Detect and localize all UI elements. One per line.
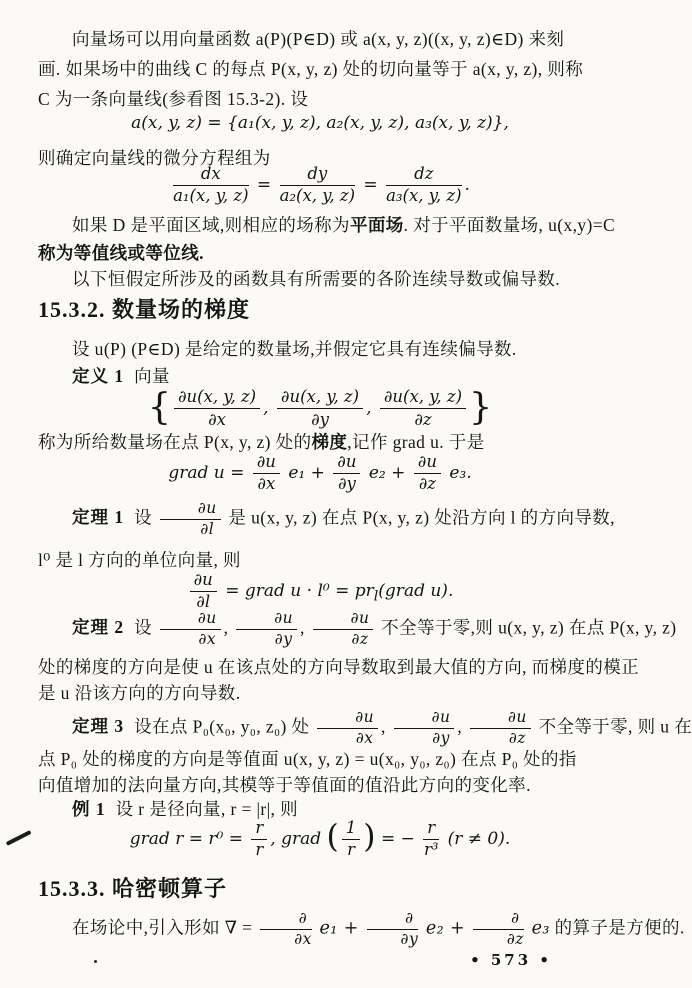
text-segment: 设 [134,507,153,528]
fraction-numerator: r [251,819,267,840]
fraction-denominator: ∂x [257,474,276,494]
equation-rhs: = grad u · l⁰ = pr [225,580,374,601]
fraction-denominator: a₁(x, y, z) [173,186,249,206]
fraction-denominator: ∂x [355,729,374,748]
equation-mid: , grad [270,828,322,849]
text-segment: 是 u(x, y, z) 在点 P(x, y, z) 处沿方向 l 的方向导数, [228,507,615,528]
page-number: • 573 • [470,951,552,969]
fraction-denominator: ∂y [400,930,419,949]
fraction [394,709,455,748]
example-1-line [38,797,618,821]
definition-label: 定义 1 [72,366,125,386]
fraction [260,910,312,949]
left-brace: { [147,385,171,428]
fraction-denominator: ∂y [432,729,450,748]
equals-minus: = − [380,828,415,849]
fraction [367,910,419,949]
basis-vector-term: e₃ [531,918,550,939]
subscript-l: l [373,588,379,605]
fraction-numerator: ∂u [160,500,221,520]
fraction-numerator: ∂u(x, y, z) [174,388,260,409]
theorem-3-line [38,708,692,748]
equation-lhs: grad u = [168,462,245,483]
fraction-numerator: ∂u [394,709,455,729]
theorem-1-line: l⁰ 是 l 方向的单位向量, 则 [38,550,241,570]
theorem-label: 定理 3 [72,716,125,737]
text-segment: . 对于平面数量场, u(x,y)=C [403,215,616,235]
text-segment: 如果 D 是平面区域,则相应的场称为 [72,215,350,235]
theorem-3-line: 点 P₀ 处的梯度的方向是等值面 u(x, y, z) = u(x₀, y₀, z₀) 在点 P₀ 处的指 [38,749,577,769]
comma: , [300,617,305,638]
paragraph-line [38,213,618,237]
fraction-denominator: ∂y [337,474,356,494]
basis-vector-term: e₃. [449,462,472,483]
fraction-numerator: ∂u [313,610,374,630]
fraction [470,709,531,748]
equation-rhs: (grad u). [378,580,454,601]
example-label: 例 1 [72,799,106,819]
fraction-denominator: ∂y [274,630,293,649]
paragraph-line: 向量场可以用向量函数 a(P)(P∈D) 或 a(x, y, z)((x, y, z)∈D) 来刻 [72,29,565,49]
fraction-numerator: ∂u [414,453,441,474]
fraction [473,910,524,949]
fraction [317,709,378,748]
fraction-numerator: 1 [342,819,361,840]
basis-vector-term: e₁ + [288,462,325,483]
paragraph-line: 则确定向量线的微分方程组为 [38,148,271,168]
comma: , [457,716,463,737]
fraction-numerator: ∂u [190,571,217,592]
fraction-numerator: dy [280,165,355,186]
fraction-denominator: ∂x [198,630,216,649]
fraction-numerator: dx [173,165,248,186]
fraction-numerator: ∂ [260,910,312,930]
bold-term-plane-field: 平面场 [349,215,404,235]
fraction [414,453,441,494]
condition-text: (r ≠ 0). [447,828,511,849]
text-segment: 不全等于零, 则 u 在 [538,716,692,737]
text-segment: 设在点 P₀(x₀, y₀, z₀) 处 [134,716,310,737]
text-segment: ,记作 grad u. 于是 [347,432,485,452]
theorem-2-line [38,609,677,649]
fraction-numerator: dz [386,165,461,186]
comma: , [263,398,269,418]
scan-noise-dot [94,960,97,963]
left-paren: ( [326,819,339,856]
equation-period: . [464,174,470,195]
paragraph-line [38,430,618,454]
fraction-denominator: ∂x [208,409,226,429]
section-heading-hamilton: 15.3.3. 哈密顿算子 [38,876,228,901]
section-heading-gradient: 15.3.2. 数量场的梯度 [38,297,251,322]
fraction-numerator: ∂u(x, y, z) [380,388,466,409]
fraction [342,819,361,860]
fraction-numerator: ∂u [160,610,221,630]
fraction [173,165,248,206]
fraction-numerator: ∂ [473,910,524,930]
fraction-denominator: r³ [423,840,439,860]
fraction-denominator: ∂z [506,930,524,949]
fraction-numerator: ∂u [333,453,360,474]
fraction [423,819,439,860]
fraction-denominator: ∂y [311,409,329,429]
basis-vector-term: e₁ + [319,918,359,939]
fraction [160,610,221,649]
equation-gradient-components [0,387,640,430]
fraction [160,500,221,539]
right-brace: } [469,385,493,428]
theorem-2-line: 处的梯度的方向是使 u 在该点处的方向导数取到最大值的方向, 而梯度的模正 [38,657,640,677]
fraction-denominator: a₂(x, y, z) [279,186,356,206]
fraction-numerator: ∂ [367,910,419,930]
basis-vector-term: e₂ + [425,918,466,939]
fraction-numerator: ∂u [317,709,378,729]
comma: , [223,617,229,638]
fraction-numerator: ∂u [470,709,531,729]
fraction [280,165,355,206]
paragraph-line: 画. 如果场中的曲线 C 的每点 P(x, y, z) 处的切向量等于 a(x, y, z), 则称 [38,59,584,79]
fraction-denominator: ∂z [414,409,432,429]
fraction [253,453,280,494]
text-segment: 设 r 是径向量, r = |r|, 则 [115,799,298,819]
fraction [380,388,466,429]
fraction [174,388,260,429]
basis-vector-term: e₂ + [368,462,406,483]
fraction-numerator: ∂u(x, y, z) [277,388,363,409]
equals-sign: = [363,174,378,195]
paragraph-line: C 为一条向量线(参看图 15.3-2). 设 [38,89,309,109]
equals-sign: = [256,174,272,195]
equation-vector-line-ode [0,165,640,206]
fraction [277,388,363,429]
fraction-numerator: ∂u [253,453,280,474]
paragraph-line: 称为等值线或等位线. [38,243,204,263]
equation-lhs: grad r = r⁰ = [129,828,243,849]
fraction-denominator: ∂z [351,630,369,649]
paragraph-line [38,909,685,949]
theorem-label: 定理 2 [72,617,125,638]
text-segment: 在场论中,引入形如 ∇ = [72,917,253,938]
right-paren: ) [363,819,376,856]
text-segment: 设 [134,617,153,638]
text-segment: 称为所给数量场在点 P(x, y, z) 处的 [38,432,312,452]
fraction-denominator: ∂z [508,729,526,748]
theorem-2-line: 是 u 沿该方向的方向导数. [38,683,241,703]
fraction-denominator: ∂x [294,930,312,949]
theorem-1-line [38,500,618,539]
comma: , [381,716,386,737]
fraction-numerator: r [423,819,439,840]
theorem-3-line: 向值增加的法向量方向,其模等于等值面的值沿此方向的变化率. [38,775,531,795]
fraction [386,165,461,206]
fraction [313,610,374,649]
fraction-denominator: ∂l [200,520,215,539]
equation-vector-components: a(x, y, z) = {a₁(x, y, z), a₂(x, y, z), a₃(x, y, z)}, [131,113,509,133]
paragraph-line: 以下恒假定所涉及的函数具有所需要的各阶连续导数或偏导数. [72,269,561,289]
comma: , [366,398,372,418]
equation-directional-derivative [0,571,640,612]
equation-grad-r [0,819,640,860]
fraction-denominator: ∂l [196,592,211,612]
fraction [190,571,217,612]
paragraph-line [38,364,618,388]
fraction-denominator: r [255,840,264,860]
fraction-numerator: ∂u [236,610,297,630]
fraction [251,819,267,860]
theorem-label: 定理 1 [72,507,125,528]
text-segment: 向量 [134,366,170,386]
text-segment: 不全等于零,则 u(x, y, z) 在点 P(x, y, z) [381,617,677,638]
fraction [333,453,360,494]
text-segment: 的算子是方便的. [554,917,685,938]
fraction [236,610,297,649]
fraction-denominator: a₃(x, y, z) [386,186,462,206]
fraction-denominator: ∂z [418,474,436,494]
fraction-denominator: r [347,840,355,860]
paragraph-line: 设 u(P) (P∈D) 是给定的数量场,并假定它具有连续偏导数. [72,339,517,359]
bold-term-gradient: 梯度 [311,432,348,452]
equation-gradient-definition [0,453,640,494]
